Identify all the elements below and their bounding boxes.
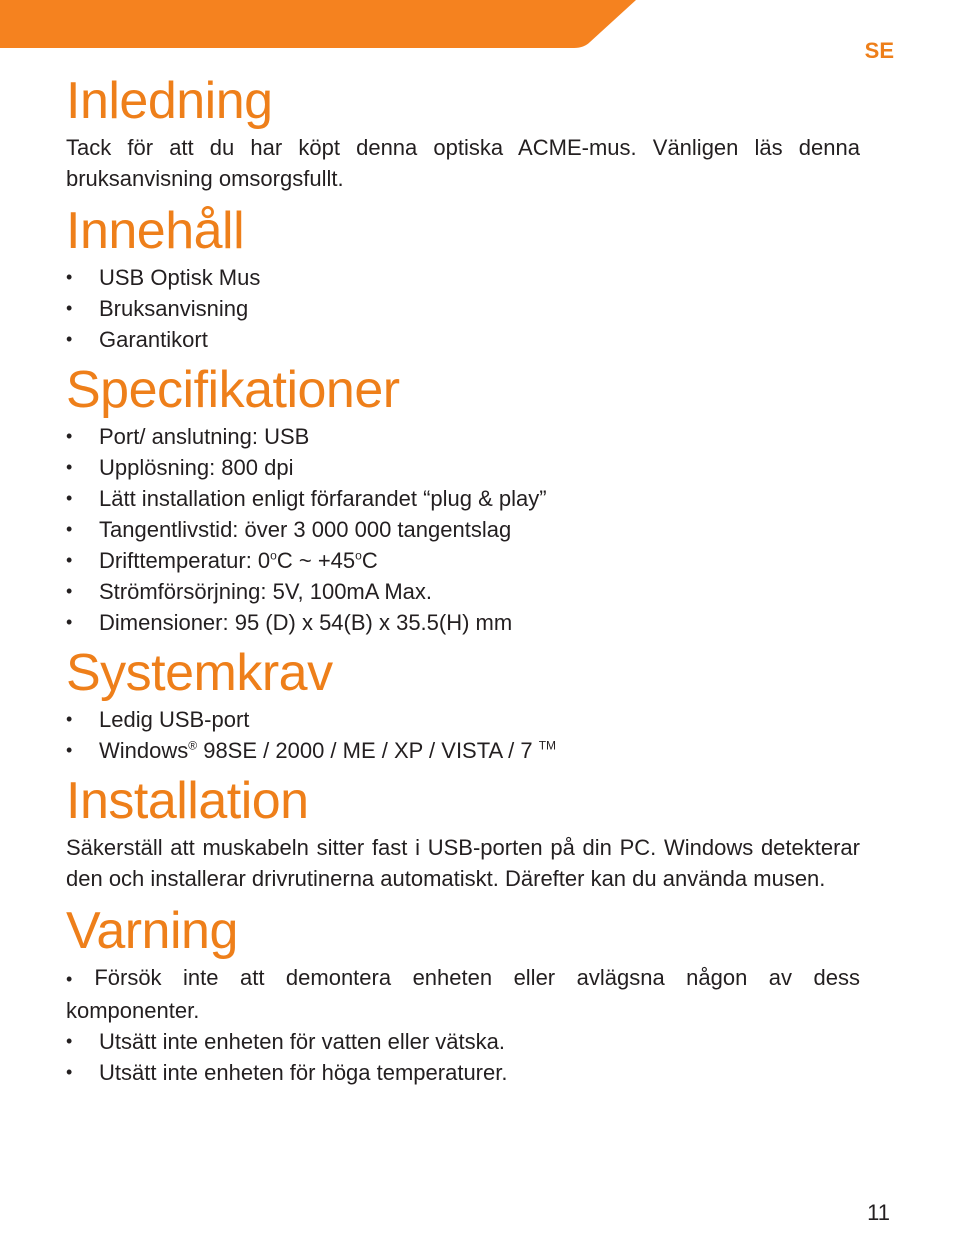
temp-suffix: C xyxy=(361,548,378,573)
list-item: • USB Optisk Mus xyxy=(66,262,860,293)
list-item: • Försök inte att demontera enheten eller avlägsna någon av dess komponenter. xyxy=(66,962,860,1026)
temp-prefix: Drifttemperatur: 0 xyxy=(99,548,271,573)
language-code: SE xyxy=(864,38,894,63)
installation-heading: Installation xyxy=(66,772,309,830)
degree-sign: o xyxy=(270,548,277,563)
registered-mark: ® xyxy=(188,738,198,753)
system-list xyxy=(66,704,860,766)
degree-sign: o xyxy=(355,548,362,563)
list-item: • Ledig USB-port xyxy=(66,704,860,735)
trademark-mark: TM xyxy=(538,738,557,753)
list-item-windows xyxy=(66,735,860,766)
intro-heading: Inledning xyxy=(66,72,273,130)
warning-list xyxy=(66,962,860,1088)
list-item: • Lätt installation enligt förfarandet “plug & play” xyxy=(66,483,860,514)
list-item: • Garantikort xyxy=(66,324,860,355)
intro-text: Tack för att du har köpt denna optiska ACME-mus. Vänligen läs denna bruksanvisning omsorgsfullt. xyxy=(66,135,860,191)
list-item: • Tangentlivstid: över 3 000 000 tangentslag xyxy=(66,514,860,545)
list-item-temperature xyxy=(66,545,860,576)
contents-heading: Innehåll xyxy=(66,202,245,260)
installation-text: Säkerställ att muskabeln sitter fast i USB-porten på din PC. Windows detekterar den och installerar drivrutinerna automatiskt. Därefter kan du använda musen. xyxy=(66,835,860,891)
warning-heading: Varning xyxy=(66,902,238,960)
system-heading: Systemkrav xyxy=(66,644,333,702)
list-item: • Dimensioner: 95 (D) x 54(B) x 35.5(H) mm xyxy=(66,607,860,638)
list-item: • Strömförsörjning: 5V, 100mA Max. xyxy=(66,576,860,607)
list-item: • Utsätt inte enheten för vatten eller vätska. xyxy=(66,1026,860,1057)
list-item: • Bruksanvisning xyxy=(66,293,860,324)
temp-mid: C ~ +45 xyxy=(276,548,356,573)
windows-versions: 98SE / 2000 / ME / XP / VISTA / 7 xyxy=(197,738,539,763)
windows-label: Windows xyxy=(99,738,189,763)
contents-list xyxy=(66,262,860,355)
list-item: • Port/ anslutning: USB xyxy=(66,421,860,452)
document-body xyxy=(66,70,860,1092)
specs-list xyxy=(66,421,860,638)
list-item: • Upplösning: 800 dpi xyxy=(66,452,860,483)
header-orange-band xyxy=(0,0,640,48)
specs-heading: Specifikationer xyxy=(66,361,400,419)
page-number: 11 xyxy=(867,1200,890,1225)
list-item: • Utsätt inte enheten för höga temperaturer. xyxy=(66,1057,860,1088)
